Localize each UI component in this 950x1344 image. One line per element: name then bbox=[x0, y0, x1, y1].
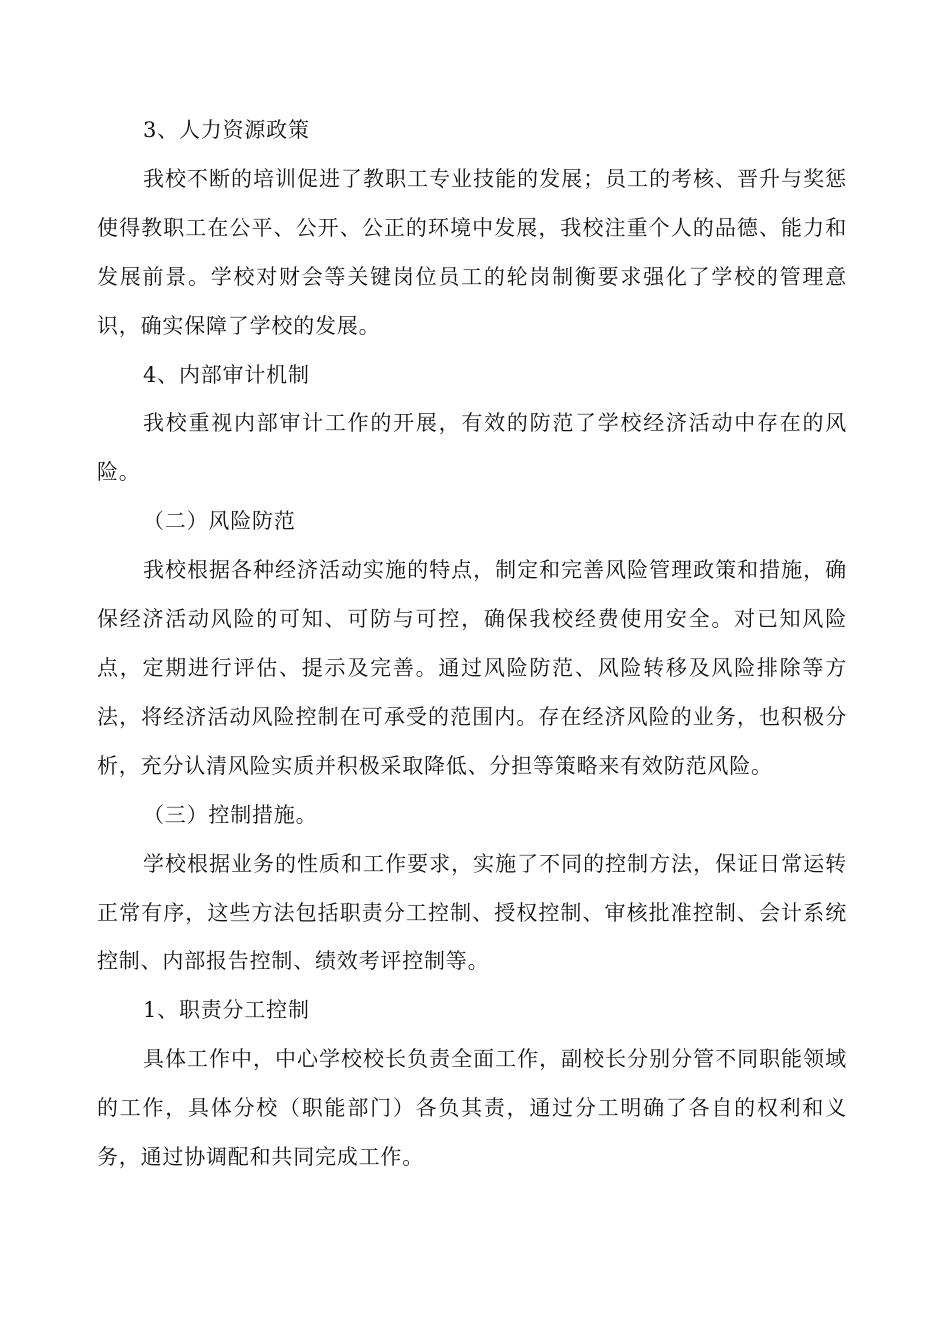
paragraph-duty-division: 具体工作中，中心学校校长负责全面工作，副校长分别分管不同职能领域的工作，具体分校（职能部门）各负其责，通过分工明确了各自的权利和义务，通过协调配和共同完成工作。 bbox=[97, 1047, 847, 1170]
document-body bbox=[97, 106, 847, 1182]
heading-control-measures: （三）控制措施。 bbox=[143, 802, 318, 827]
paragraph-hr-policy: 我校不断的培训促进了教职工专业技能的发展；员工的考核、晋升与奖惩使得教职工在公平、公开、公正的环境中发展，我校注重个人的品德、能力和发展前景。学校对财会等关键岗位员工的轮岗制衡要求强化了学校的管理意识，确实保障了学校的发展。 bbox=[97, 166, 847, 338]
paragraph-risk-prevention: 我校根据各种经济活动实施的特点，制定和完善风险管理政策和措施，确保经济活动风险的可知、可防与可控，确保我校经费使用安全。对已知风险点，定期进行评估、提示及完善。通过风险防范、风险转移及风险排除等方法，将经济活动风险控制在可承受的范围内。存在经济风险的业务，也积极分析，充分认清风险实质并积极采取降低、分担等策略来有效防范风险。 bbox=[97, 558, 847, 778]
paragraph-internal-audit: 我校重视内部审计工作的开展，有效的防范了学校经济活动中存在的风险。 bbox=[97, 411, 847, 485]
heading-hr-policy: 3、人力资源政策 bbox=[143, 118, 310, 142]
heading-risk-prevention: （二）风险防范 bbox=[143, 509, 296, 534]
paragraph-control-measures: 学校根据业务的性质和工作要求，实施了不同的控制方法，保证日常运转正常有序，这些方法包括职责分工控制、授权控制、审核批准控制、会计系统控制、内部报告控制、绩效考评控制等。 bbox=[97, 851, 847, 974]
heading-duty-division: 1、职责分工控制 bbox=[143, 998, 310, 1023]
heading-internal-audit: 4、内部审计机制 bbox=[143, 362, 310, 387]
